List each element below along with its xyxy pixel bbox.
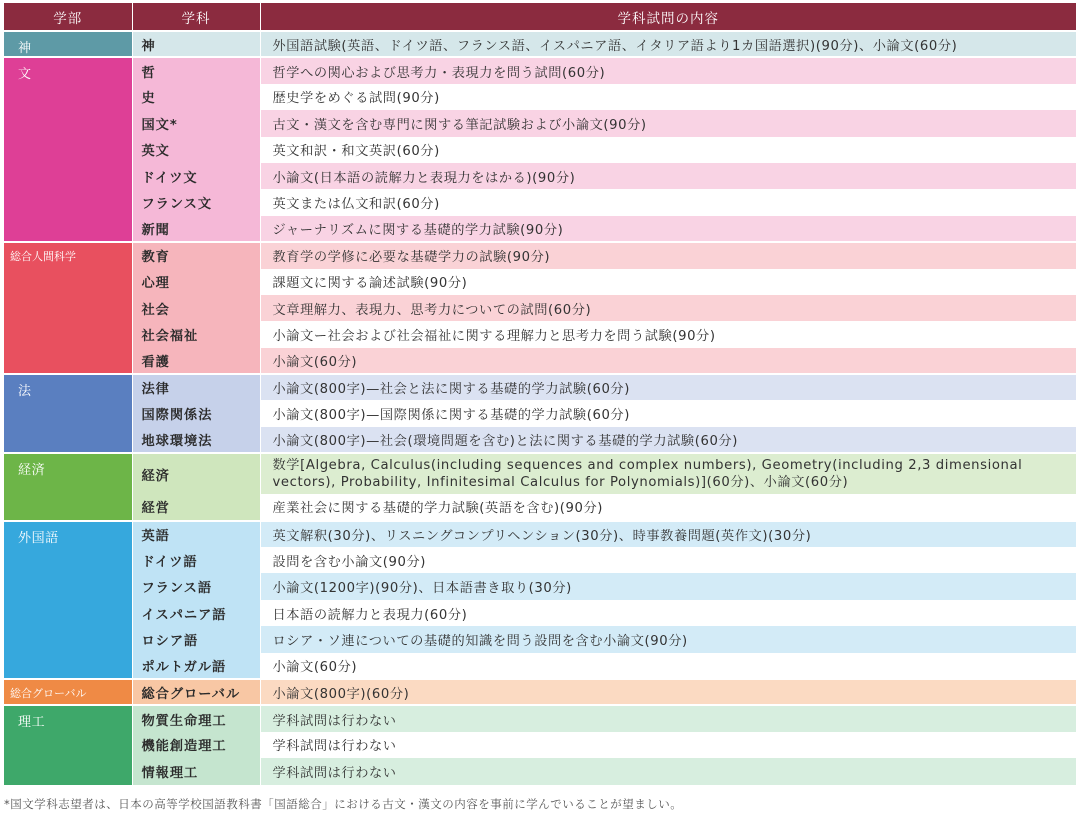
exam-content-cell: 小論文(800字)—社会(環境問題を含む)と法に関する基礎的学力試験(60分) bbox=[260, 427, 1076, 453]
exam-content-cell: 英文解釈(30分)、リスニングコンプリヘンション(30分)、時事教養問題(英作文)(30分) bbox=[260, 521, 1076, 547]
faculty-cell: 理工 bbox=[4, 705, 132, 784]
exam-content-cell: 小論文ー社会および社会福祉に関する理解力と思考力を問う試験(90分) bbox=[260, 321, 1076, 347]
department-cell: ポルトガル語 bbox=[132, 653, 260, 679]
faculty-cell: 文 bbox=[4, 57, 132, 242]
department-cell: イスパニア語 bbox=[132, 600, 260, 626]
department-cell: 英語 bbox=[132, 521, 260, 547]
department-cell: 看護 bbox=[132, 348, 260, 374]
exam-content-cell: 日本語の読解力と表現力(60分) bbox=[260, 600, 1076, 626]
exam-content-cell: 哲学への関心および思考力・表現力を問う試問(60分) bbox=[260, 57, 1076, 83]
footnote: *国文学科志望者は、日本の高等学校国語教科書「国語総合」における古文・漢文の内容を事前に学んでいることが望ましい。 bbox=[4, 797, 683, 811]
table-row bbox=[4, 679, 1076, 705]
table-row bbox=[4, 216, 1076, 242]
exam-content-cell: 小論文(60分) bbox=[260, 348, 1076, 374]
exam-content-cell: 英文または仏文和訳(60分) bbox=[260, 189, 1076, 215]
table-row bbox=[4, 547, 1076, 573]
department-cell: 経済 bbox=[132, 453, 260, 494]
table-row bbox=[4, 295, 1076, 321]
exam-content-cell: 歴史学をめぐる試問(90分) bbox=[260, 84, 1076, 110]
table-row bbox=[4, 758, 1076, 784]
table-row bbox=[4, 600, 1076, 626]
exam-content-cell: 小論文(800字)(60分) bbox=[260, 679, 1076, 705]
faculty-cell: 総合グローバル bbox=[4, 679, 132, 705]
table-row bbox=[4, 374, 1076, 400]
exam-content-cell: 外国語試験(英語、ドイツ語、フランス語、イスパニア語、イタリア語より1カ国語選択)(90分)、小論文(60分) bbox=[260, 31, 1076, 57]
department-cell: 教育 bbox=[132, 242, 260, 268]
department-cell: 史 bbox=[132, 84, 260, 110]
table-row bbox=[4, 573, 1076, 599]
faculty-cell: 法 bbox=[4, 374, 132, 453]
table-row bbox=[4, 705, 1076, 731]
exam-content-cell: 古文・漢文を含む専門に関する筆記試験および小論文(90分) bbox=[260, 110, 1076, 136]
table-row bbox=[4, 732, 1076, 758]
department-cell: 国際関係法 bbox=[132, 400, 260, 426]
faculty-cell: 経済 bbox=[4, 453, 132, 520]
table-row bbox=[4, 163, 1076, 189]
header-faculty: 学部 bbox=[4, 3, 132, 31]
table-row bbox=[4, 400, 1076, 426]
table-row bbox=[4, 57, 1076, 83]
exam-table bbox=[4, 3, 1076, 785]
exam-content-cell: 小論文(800字)—社会と法に関する基礎的学力試験(60分) bbox=[260, 374, 1076, 400]
table-header-row bbox=[4, 3, 1076, 31]
faculty-cell: 総合人間科学 bbox=[4, 242, 132, 374]
department-cell: 英文 bbox=[132, 137, 260, 163]
exam-content-cell: 小論文(60分) bbox=[260, 653, 1076, 679]
department-cell: 新聞 bbox=[132, 216, 260, 242]
department-cell: ロシア語 bbox=[132, 626, 260, 652]
exam-content-cell: 英文和訳・和文英訳(60分) bbox=[260, 137, 1076, 163]
table-row bbox=[4, 626, 1076, 652]
exam-content-cell: 小論文(1200字)(90分)、日本語書き取り(30分) bbox=[260, 573, 1076, 599]
table-row bbox=[4, 494, 1076, 520]
header-content: 学科試問の内容 bbox=[260, 3, 1076, 31]
department-cell: 神 bbox=[132, 31, 260, 57]
table-row bbox=[4, 137, 1076, 163]
department-cell: 経営 bbox=[132, 494, 260, 520]
exam-content-cell: ジャーナリズムに関する基礎的学力試験(90分) bbox=[260, 216, 1076, 242]
exam-content-cell: 小論文(日本語の読解力と表現力をはかる)(90分) bbox=[260, 163, 1076, 189]
department-cell: フランス文 bbox=[132, 189, 260, 215]
faculty-cell: 外国語 bbox=[4, 521, 132, 679]
table-row bbox=[4, 521, 1076, 547]
table-row bbox=[4, 84, 1076, 110]
exam-content-cell: 設問を含む小論文(90分) bbox=[260, 547, 1076, 573]
department-cell: ドイツ語 bbox=[132, 547, 260, 573]
exam-content-cell: 学科試問は行わない bbox=[260, 705, 1076, 731]
table-row bbox=[4, 653, 1076, 679]
department-cell: 地球環境法 bbox=[132, 427, 260, 453]
department-cell: フランス語 bbox=[132, 573, 260, 599]
table-row bbox=[4, 453, 1076, 494]
department-cell: 哲 bbox=[132, 57, 260, 83]
table-body bbox=[4, 31, 1076, 785]
department-cell: 情報理工 bbox=[132, 758, 260, 784]
table-row bbox=[4, 189, 1076, 215]
exam-content-cell: 文章理解力、表現力、思考力についての試問(60分) bbox=[260, 295, 1076, 321]
department-cell: 国文* bbox=[132, 110, 260, 136]
table-row bbox=[4, 242, 1076, 268]
table-row bbox=[4, 427, 1076, 453]
table-row bbox=[4, 31, 1076, 57]
table-row bbox=[4, 321, 1076, 347]
header-department: 学科 bbox=[132, 3, 260, 31]
department-cell: 機能創造理工 bbox=[132, 732, 260, 758]
department-cell: 法律 bbox=[132, 374, 260, 400]
department-cell: 社会福祉 bbox=[132, 321, 260, 347]
department-cell: 総合グローバル bbox=[132, 679, 260, 705]
exam-content-cell: 学科試問は行わない bbox=[260, 758, 1076, 784]
exam-content-cell: 課題文に関する論述試験(90分) bbox=[260, 269, 1076, 295]
exam-content-cell: 教育学の学修に必要な基礎学力の試験(90分) bbox=[260, 242, 1076, 268]
table-row bbox=[4, 348, 1076, 374]
faculty-cell: 神 bbox=[4, 31, 132, 57]
department-cell: 心理 bbox=[132, 269, 260, 295]
exam-content-cell: ロシア・ソ連についての基礎的知識を問う設問を含む小論文(90分) bbox=[260, 626, 1076, 652]
exam-content-cell: 数学[Algebra, Calculus(including sequences and complex numbers), Geometry(including 2,3 dimensional vectors), Probability, Infinitesimal Calculus for Polynomials)](60分)、小論文(60分) bbox=[260, 453, 1076, 494]
department-cell: ドイツ文 bbox=[132, 163, 260, 189]
table-row bbox=[4, 269, 1076, 295]
exam-content-cell: 小論文(800字)—国際関係に関する基礎的学力試験(60分) bbox=[260, 400, 1076, 426]
exam-content-cell: 産業社会に関する基礎的学力試験(英語を含む)(90分) bbox=[260, 494, 1076, 520]
department-cell: 物質生命理工 bbox=[132, 705, 260, 731]
department-cell: 社会 bbox=[132, 295, 260, 321]
exam-content-cell: 学科試問は行わない bbox=[260, 732, 1076, 758]
table-row bbox=[4, 110, 1076, 136]
